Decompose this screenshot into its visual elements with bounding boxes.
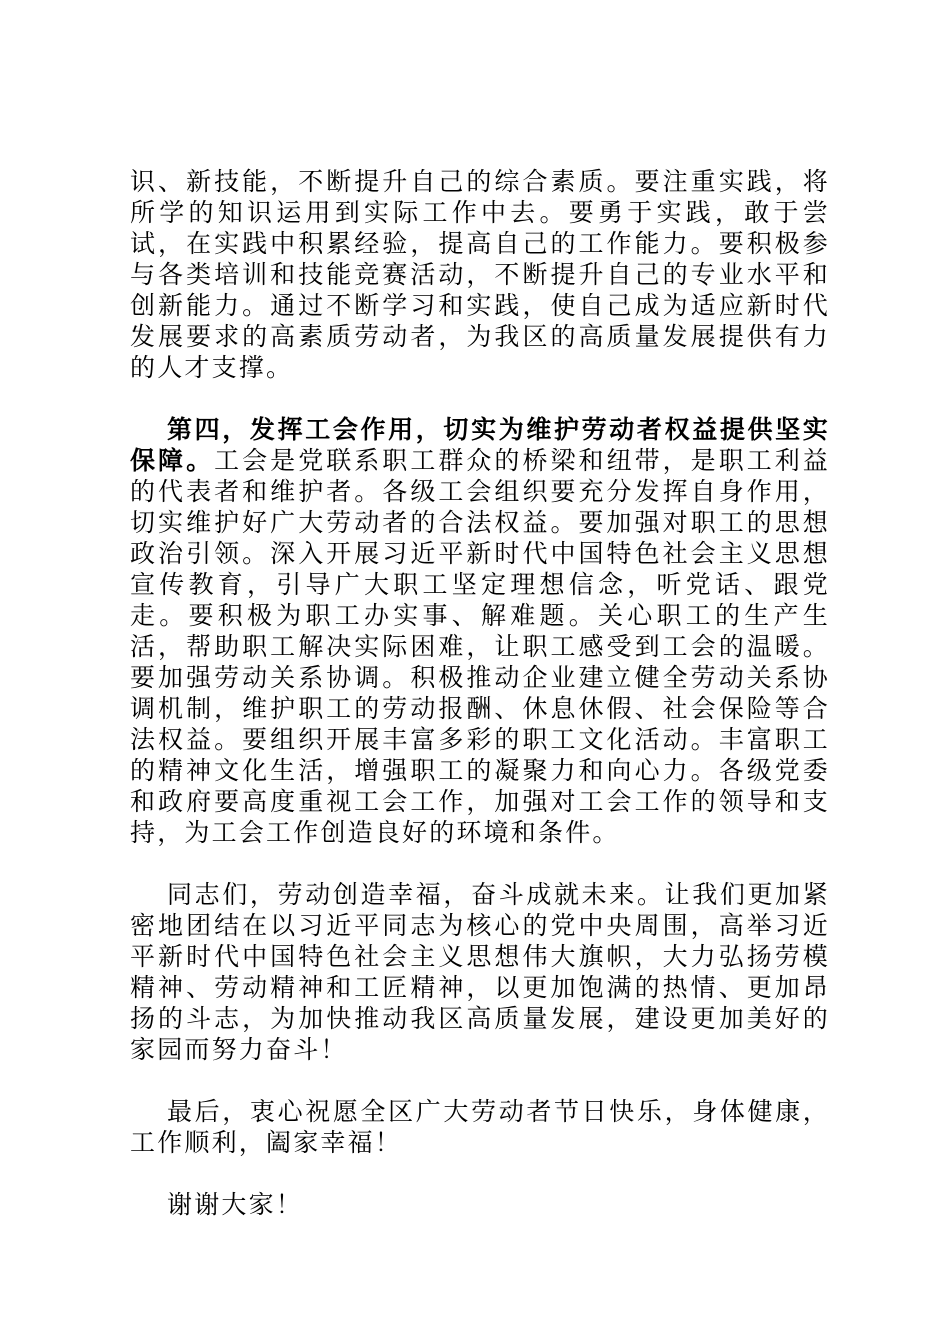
paragraph-thanks bbox=[130, 1189, 830, 1220]
paragraph-text: 工会是党联系职工群众的桥梁和纽带，是职工利益的代表者和维护者。各级工会组织要充分发挥自身作用，切实维护好广大劳动者的合法权益。要加强对职工的思想政治引领。深入开展习近平新时代中国特色社会主义思想宣传教育，引导广大职工坚定理想信念，听党话、跟党走。要积极为职工办实事、解难题。关心职工的生产生活，帮助职工解决实际困难，让职工感受到工会的温暖。要加强劳动关系协调。积极推动企业建立健全劳动关系协调机制，维护职工的劳动报酬、休息休假、社会保险等合法权益。要组织开展丰富多彩的职工文化活动。丰富职工的精神文化生活，增强职工的凝聚力和向心力。各级党委和政府要高度重视工会工作，加强对工会工作的领导和支持，为工会工作创造良好的环境和条件。 bbox=[130, 446, 830, 847]
section-heading: 第四，发挥工会作用，切实为维护劳动者权益提供坚实保障。 bbox=[130, 415, 830, 475]
document-body bbox=[130, 166, 830, 1251]
paragraph-continuation bbox=[130, 166, 830, 383]
paragraph-section-four bbox=[130, 414, 830, 848]
paragraph-wishes bbox=[130, 1096, 830, 1158]
paragraph-text: 同志们，劳动创造幸福，奋斗成就未来。让我们更加紧密地团结在以习近平同志为核心的党中央周围，高举习近平新时代中国特色社会主义思想伟大旗帜，大力弘扬劳模精神、劳动精神和工匠精神，以更加饱满的热情、更加昂扬的斗志，为加快推动我区高质量发展，建设更加美好的家园而努力奋斗！ bbox=[130, 880, 830, 1064]
paragraph-call-to-action bbox=[130, 879, 830, 1065]
paragraph-text: 谢谢大家！ bbox=[167, 1190, 304, 1219]
paragraph-text: 识、新技能，不断提升自己的综合素质。要注重实践，将所学的知识运用到实际工作中去。要勇于实践，敢于尝试，在实践中积累经验，提高自己的工作能力。要积极参与各类培训和技能竞赛活动，不断提升自己的专业水平和创新能力。通过不断学习和实践，使自己成为适应新时代发展要求的高素质劳动者，为我区的高质量发展提供有力的人才支撑。 bbox=[130, 167, 830, 382]
paragraph-text: 最后，衷心祝愿全区广大劳动者节日快乐，身体健康，工作顺利，阖家幸福！ bbox=[130, 1097, 830, 1157]
